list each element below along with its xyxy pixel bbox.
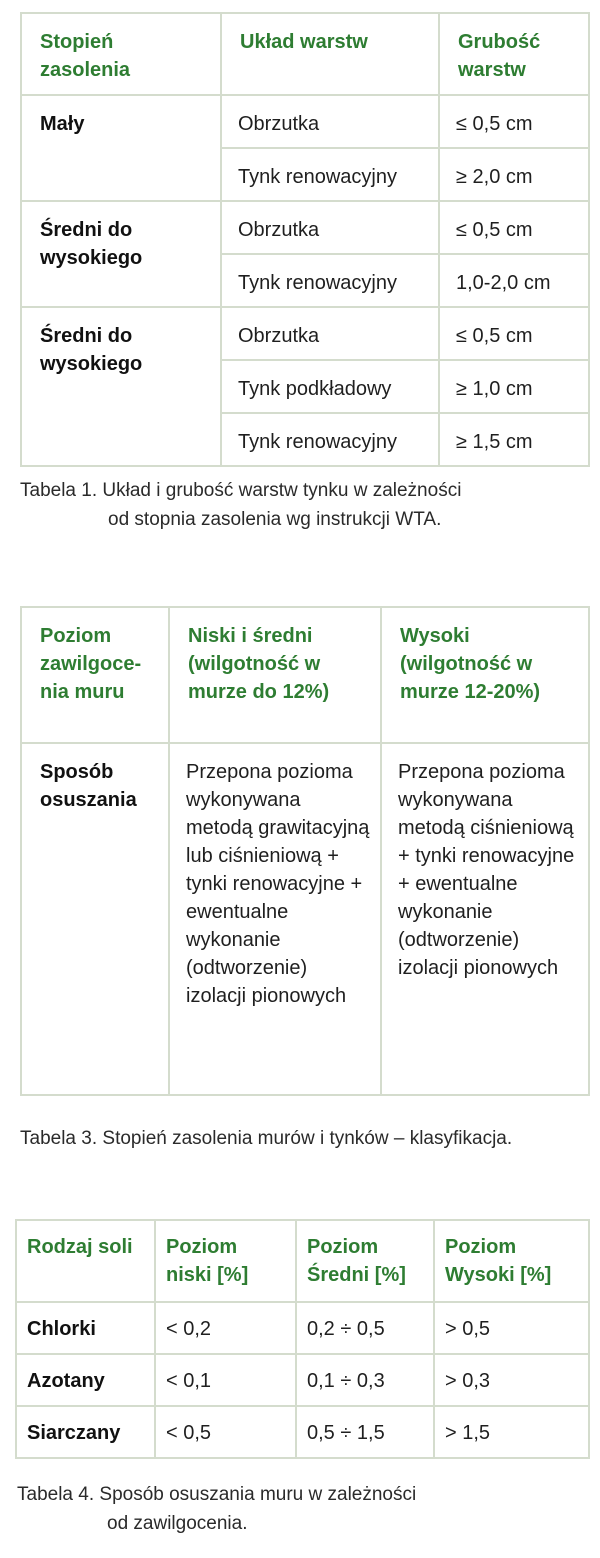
column-header: Grubość warstw [439, 13, 589, 95]
layer-cell: Tynk renowacyjny [221, 254, 439, 307]
value-cell: > 1,5 [434, 1406, 589, 1458]
thickness-cell: 1,0-2,0 cm [439, 254, 589, 307]
column-header: Wysoki (wilgotność w murze 12-20%) [381, 607, 589, 743]
wta-layer-thickness-table [20, 12, 590, 467]
value-cell: 0,2 ÷ 0,5 [296, 1302, 434, 1354]
layer-cell: Obrzutka [221, 201, 439, 254]
caption-line: Tabela 3. Stopień zasolenia murów i tynków – klasyfikacja. [20, 1128, 513, 1149]
table-row [21, 201, 589, 254]
salinity-level-cell: Średni do wysokiego [21, 201, 221, 307]
table-header-row [21, 13, 589, 95]
drying-method-table [20, 606, 590, 1096]
value-cell: < 0,5 [155, 1406, 296, 1458]
value-cell: 0,5 ÷ 1,5 [296, 1406, 434, 1458]
layer-cell: Tynk podkładowy [221, 360, 439, 413]
column-header: Poziom Wysoki [%] [434, 1220, 589, 1302]
row-label-cell: Sposób osuszania [21, 743, 169, 1095]
value-cell: > 0,3 [434, 1354, 589, 1406]
table-row [21, 307, 589, 360]
salinity-level-cell: Średni do wysokiego [21, 307, 221, 466]
table-row [16, 1406, 589, 1458]
column-header: Poziom Średni [%] [296, 1220, 434, 1302]
salt-type-cell: Siarczany [16, 1406, 155, 1458]
value-cell: 0,1 ÷ 0,3 [296, 1354, 434, 1406]
thickness-cell: ≤ 0,5 cm [439, 201, 589, 254]
salt-type-cell: Azotany [16, 1354, 155, 1406]
caption-line: Tabela 4. Sposób osuszania muru w zależności [17, 1484, 417, 1505]
salt-type-cell: Chlorki [16, 1302, 155, 1354]
method-cell: Przepona pozioma wykonywana metodą grawitacyjną lub ciśnieniową + tynki renowacyjne + ewentualne wykonanie (odtworzenie) izolacji pionowych [169, 743, 381, 1095]
table-row [21, 743, 589, 1095]
table-3-caption [20, 1124, 512, 1153]
column-header: Poziom niski [%] [155, 1220, 296, 1302]
table-header-row [21, 607, 589, 743]
layer-cell: Tynk renowacyjny [221, 148, 439, 201]
column-header: Poziom zawilgoce-nia muru [21, 607, 169, 743]
thickness-cell: ≤ 0,5 cm [439, 95, 589, 148]
layer-cell: Obrzutka [221, 95, 439, 148]
column-header: Układ warstw [221, 13, 439, 95]
table-row [16, 1302, 589, 1354]
column-header: Stopień zasolenia [21, 13, 221, 95]
table-4-caption [17, 1480, 416, 1538]
salt-levels-table [15, 1219, 590, 1459]
table-1-caption [20, 476, 461, 534]
thickness-cell: ≥ 1,5 cm [439, 413, 589, 466]
value-cell: > 0,5 [434, 1302, 589, 1354]
value-cell: < 0,1 [155, 1354, 296, 1406]
layer-cell: Tynk renowacyjny [221, 413, 439, 466]
table-row [21, 95, 589, 148]
column-header: Rodzaj soli [16, 1220, 155, 1302]
thickness-cell: ≤ 0,5 cm [439, 307, 589, 360]
caption-line: od zawilgocenia. [107, 1513, 248, 1534]
column-header: Niski i średni (wilgotność w murze do 12%) [169, 607, 381, 743]
salinity-level-cell: Mały [21, 95, 221, 201]
thickness-cell: ≥ 2,0 cm [439, 148, 589, 201]
layer-cell: Obrzutka [221, 307, 439, 360]
table-row [16, 1354, 589, 1406]
value-cell: < 0,2 [155, 1302, 296, 1354]
thickness-cell: ≥ 1,0 cm [439, 360, 589, 413]
method-cell: Przepona pozioma wykonywana metodą ciśnieniową + tynki renowacyjne + ewentualne wykonanie (odtworzenie) izolacji pionowych [381, 743, 589, 1095]
caption-line: od stopnia zasolenia wg instrukcji WTA. [108, 509, 442, 530]
table-header-row [16, 1220, 589, 1302]
caption-line: Tabela 1. Układ i grubość warstw tynku w zależności [20, 480, 462, 501]
